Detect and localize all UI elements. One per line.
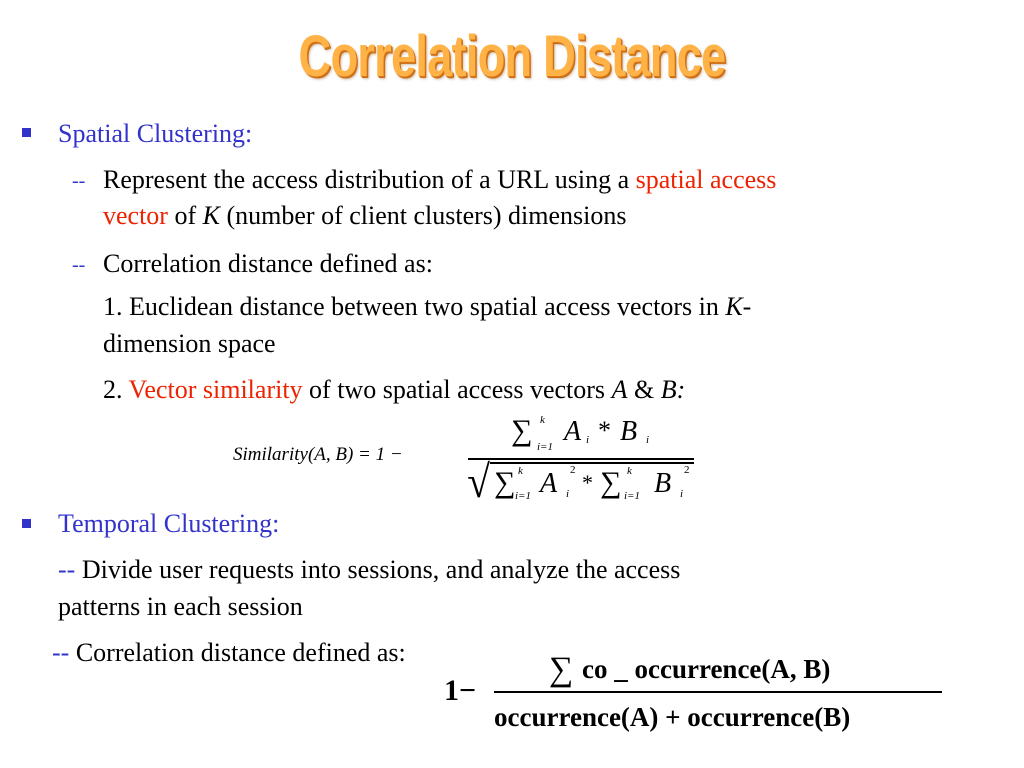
highlight-text: vector — [103, 201, 168, 230]
temporal-heading: Temporal Clustering: — [58, 509, 280, 538]
text-span: 1. Euclidean distance between two spatial access vectors in — [103, 292, 726, 321]
text-span: Correlation distance defined as: — [69, 638, 406, 667]
sum-upper-k: k — [518, 465, 523, 477]
sum-symbol: ∑ — [511, 414, 533, 447]
text-span: Divide user requests into sessions, and analyze the access — [75, 555, 681, 584]
num-a: A — [564, 416, 582, 447]
temporal-item-1-line-1 — [58, 552, 680, 587]
den-b-sub: i — [680, 488, 684, 500]
spatial-item-1-line-2 — [103, 198, 627, 233]
den-a: A — [540, 468, 558, 499]
math-a: A — [611, 375, 628, 404]
fraction-line — [494, 691, 942, 693]
dash-marker: -- — [72, 254, 86, 276]
spatial-item-2: Correlation distance defined as: — [103, 249, 433, 278]
fraction-line — [468, 458, 694, 460]
num-a-sub: i — [586, 434, 590, 446]
bullet-square-icon — [22, 128, 31, 137]
formula-lhs: Similarity(A, B) = 1 − — [233, 444, 403, 465]
spatial-sub-1-line-1 — [103, 289, 751, 324]
spatial-sub-2 — [103, 372, 685, 407]
sum-upper-k: k — [540, 414, 545, 426]
text-span: Represent the access distribution of a URL using a — [103, 165, 636, 194]
text-span: - — [742, 292, 752, 321]
num-b: B — [620, 416, 638, 447]
sum-lower-i: i=1 — [515, 490, 531, 502]
formula-one-minus: 1− — [444, 674, 477, 707]
dash-marker: -- — [52, 638, 70, 667]
den-b-sup: 2 — [684, 464, 690, 476]
den-star: * — [582, 470, 593, 495]
highlight-text: Vector similarity — [128, 375, 303, 404]
sqrt-bar — [490, 462, 694, 464]
math-b: B: — [660, 375, 686, 404]
sum-upper-k: k — [627, 465, 632, 477]
formula-denominator: occurrence(A) + occurrence(B) — [494, 702, 851, 732]
num-b-sub: i — [646, 434, 650, 446]
highlight-text: spatial access — [635, 165, 777, 194]
formula-numerator: co _ occurrence(A, B) — [582, 654, 831, 684]
sum-lower-i: i=1 — [624, 490, 640, 502]
sum-symbol: ∑ — [549, 651, 574, 688]
math-k: K — [725, 292, 743, 321]
sqrt-symbol: √ — [467, 456, 490, 507]
temporal-item-1-line-2: patterns in each session — [58, 592, 303, 621]
den-b: B — [654, 468, 672, 499]
dash-marker: -- — [72, 170, 86, 192]
dash-marker: -- — [58, 555, 76, 584]
text-span: of — [167, 201, 203, 230]
math-k: K — [202, 201, 220, 230]
spatial-sub-1-line-2: dimension space — [103, 329, 276, 358]
sum-symbol: ∑ — [494, 466, 516, 499]
text-span: & — [627, 375, 661, 404]
sum-symbol: ∑ — [600, 466, 622, 499]
sum-lower-i: i=1 — [537, 441, 553, 453]
slide-title: Correlation Distance — [298, 24, 726, 89]
den-a-sub: i — [566, 488, 570, 500]
text-span: 2. — [103, 375, 129, 404]
text-span: of two spatial access vectors — [302, 375, 612, 404]
num-star: * — [598, 416, 611, 445]
spatial-item-1-line-1 — [103, 162, 776, 197]
den-a-sup: 2 — [570, 464, 576, 476]
spatial-heading: Spatial Clustering: — [58, 119, 253, 148]
text-span: (number of client clusters) dimensions — [219, 201, 627, 230]
bullet-square-icon — [22, 519, 31, 528]
temporal-item-2 — [52, 635, 406, 670]
